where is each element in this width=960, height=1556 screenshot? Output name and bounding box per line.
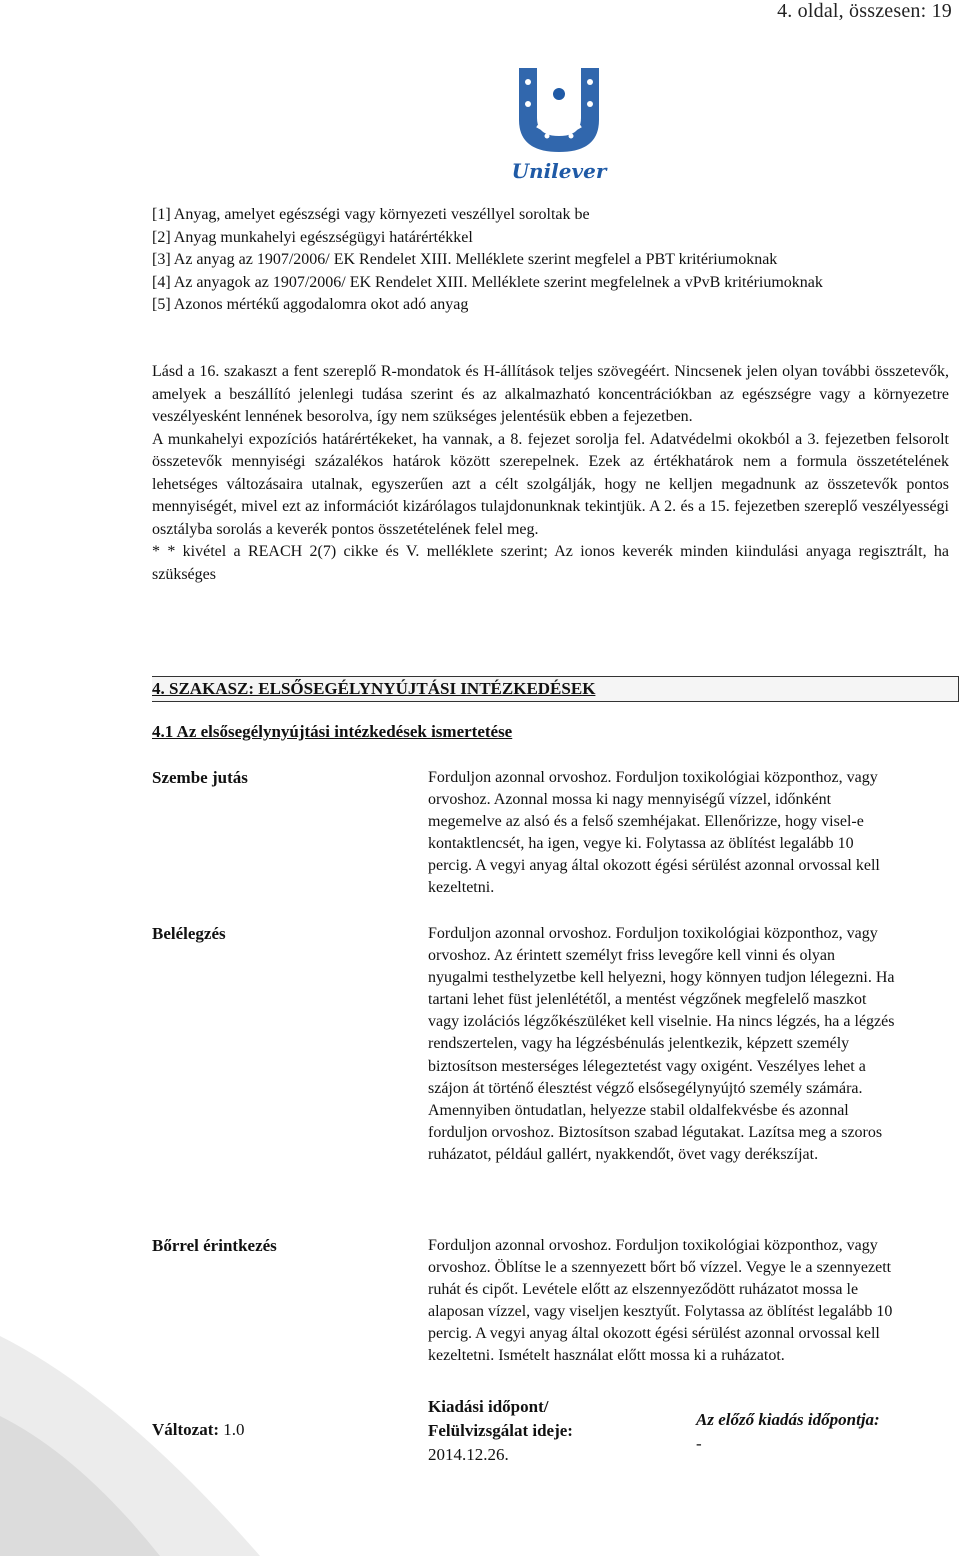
reference-item: [4] Az anyagok az 1907/2006/ EK Rendelet XIII. Melléklete szerint megfelelnek a vPvB kritériumoknak (152, 273, 823, 291)
first-aid-text-eye: Forduljon azonnal orvoshoz. Forduljon toxikológiai központhoz, vagy orvoshoz. Azonnal mossa ki nagy mennyiségű vízzel, időnként megemelve az alsó és a felső szemhéjakat. Ellenőrizze, hogy visel-e kontaktlencsét, ha igen, vegye ki. Folytassa az öblítést legalább 10 percig. A vegyi anyag által okozott égési sérülést azonnal orvossal kell kezeltetni. (428, 769, 880, 897)
footer-issue-date (428, 1395, 573, 1467)
paragraph: * * kivétel a REACH 2(7) cikke és V. melléklete szerint; Az ionos keverék minden kiindulási anyaga regisztrált, ha szükséges (152, 543, 949, 583)
first-aid-label-inhalation: Belélegzés (152, 924, 226, 943)
section-title: 4. SZAKASZ: ELSŐSEGÉLYNYÚJTÁSI INTÉZKEDÉSEK (152, 676, 959, 702)
reference-item: [5] Azonos mértékű aggodalomra okot adó anyag (152, 296, 469, 313)
footer-previous-issue (696, 1408, 880, 1456)
first-aid-label-eye: Szembe jutás (152, 768, 248, 787)
reference-item: [2] Anyag munkahelyi egészségügyi határértékkel (152, 228, 473, 246)
first-aid-text-skin: Forduljon azonnal orvoshoz. Forduljon toxikológiai központhoz, vagy orvoshoz. Öblítse le a szennyezett bőrt bő vízzel. Vegye le a szennyezett ruhát és cipőt. Levétele előtt az elszennyeződött ruházatot mossa le alaposan vízzel, vagy viseljen kesztyűt. Folytassa az öblítést legalább 10 percig. A vegyi anyag által okozott égési sérülést azonnal orvossal kell kezeltetni. Ismételt használat előtt mossa ki a ruházatot. (428, 1237, 893, 1365)
footer-version (152, 1420, 245, 1440)
issue-date-value: 2014.12.26. (428, 1445, 509, 1464)
logo-wordmark: Unilever (511, 159, 607, 182)
previous-issue-value: - (696, 1434, 702, 1453)
first-aid-label-skin: Bőrrel érintkezés (152, 1236, 277, 1255)
version-label: Változat: (152, 1420, 220, 1439)
paragraph: A munkahelyi expozíciós határértékeket, ha vannak, a 8. fejezet sorolja fel. Adatvédelmi okokból a 3. fejezetben felsorolt összetevők mennyiségi százalékos határok között szerepelnek. Ezek az értékhatárok nem a formula összetételének lehetséges változásaira utalnak, egyszerűen azt a célt szolgálják, hogy ne kelljen megadnunk az összetevők pontos mennyiségét, mivel ezt az információt kizárólagos tulajdonunknak tekintjük. A 2. és a 15. fejezetben szereplő veszélyességi osztályba sorolás a keverék pontos összetételének felel meg. (152, 430, 949, 538)
reference-item: [1] Anyag, amelyet egészségi vagy környezeti veszéllyel soroltak be (152, 206, 590, 223)
previous-issue-label: Az előző kiadás időpontja: (696, 1410, 880, 1429)
first-aid-text-inhalation: Forduljon azonnal orvoshoz. Forduljon toxikológiai központhoz, vagy orvoshoz. Az érintett személyt friss levegőre kell vinni és olyan nyugalmi testhelyzetbe kell helyezni, hogy könnyen tudjon lélegezni. Ha tartani lehet füst jelenlététől, a mentést végzőnek megfelelő maszkot vagy izolációs légzőkészüléket kell viselnie. Ha nincs légzés, ha a légzés rendszertelen, vagy ha légzésbénulás jelentkezik, képzett személy biztosítson mesterséges lélegeztetést vagy oxigént. Veszélyes lehet a szájon át történő élesztést végző elsősegélynyújtó személy számára. Amennyiben öntudatlan, helyezze stabil oldalfekvésbe és azonnal forduljon orvoshoz. Biztosítson szabad légutakat. Lazítsa meg a szoros ruházatot, például gallért, nyakkendőt, övet vagy derékszíjat. (428, 925, 895, 1163)
reference-notes (152, 204, 942, 317)
page-number: 4. oldal, összesen: 19 (777, 0, 952, 22)
reference-item: [3] Az anyag az 1907/2006/ EK Rendelet XIII. Melléklete szerint megfelel a PBT kritériumoknak (152, 251, 778, 268)
issue-label: Kiadási időpont/ (428, 1397, 549, 1416)
subsection-title: 4.1 Az elsősegélynyújtási intézkedések ismertetése (152, 722, 513, 741)
version-value: 1.0 (223, 1420, 245, 1439)
review-label: Felülvizsgálat ideje: (428, 1421, 573, 1440)
composition-notes (152, 361, 949, 586)
paragraph: Lásd a 16. szakaszt a fent szereplő R-mondatok és H-állítások teljes szövegéért. Nincsenek jelen olyan további összetevők, amelyek a beszállító jelenlegi tudása szerint és az alkalmazható koncentrációkban az egészségre vagy a környezetre veszélyesként lennének besorolva, így nem szükséges jelentésük ebben a fejezetben. (152, 363, 949, 425)
unilever-logo (507, 64, 611, 182)
